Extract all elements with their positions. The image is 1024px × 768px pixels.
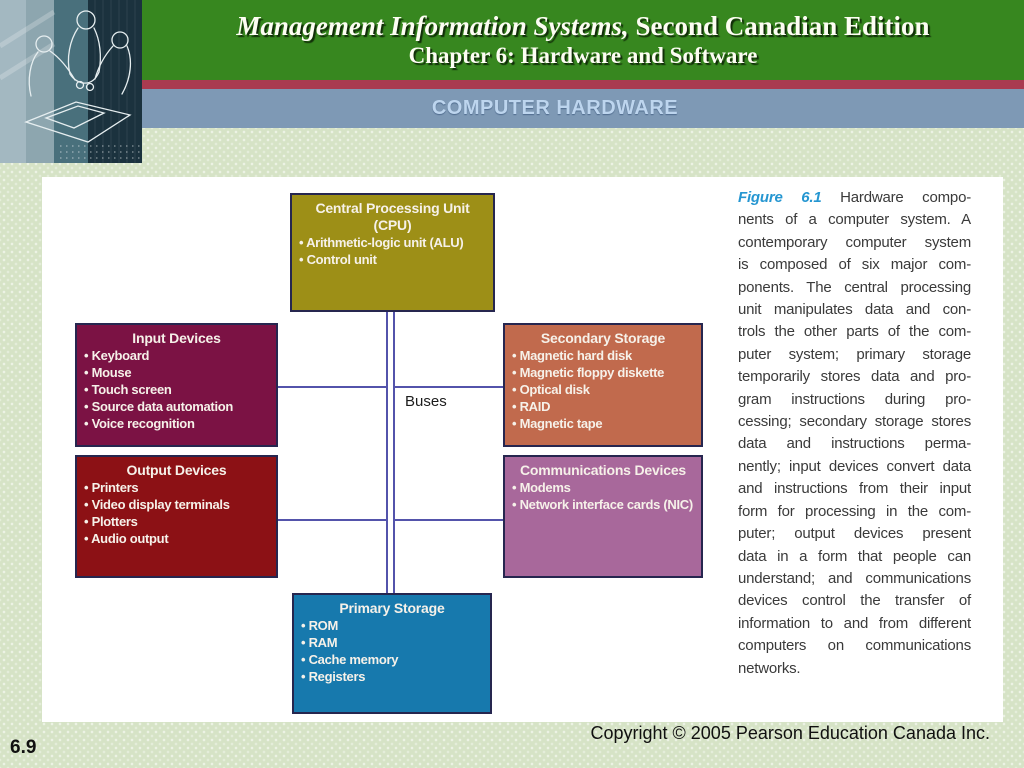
output-devices-box-items (84, 479, 269, 547)
communications-devices-box (503, 455, 703, 578)
output-devices-box (75, 455, 278, 578)
caption-line: contemporary computer system (738, 233, 971, 251)
buses-label: Buses (405, 393, 447, 410)
primary-item: • Cache memory (301, 651, 483, 668)
primary-item: • RAM (301, 634, 483, 651)
bus-line-secondary (394, 386, 503, 388)
primary-item: • ROM (301, 617, 483, 634)
output-item: • Audio output (84, 530, 269, 547)
caption-line: nents of a computer system. A (738, 211, 971, 229)
caption-line: temporarily stores data and pro- (738, 368, 971, 386)
caption-line: information to and from different (738, 614, 971, 632)
secondary-storage-box (503, 323, 703, 447)
secondary-item: • RAID (512, 398, 694, 415)
output-item: • Plotters (84, 513, 269, 530)
output-item: • Video display terminals (84, 496, 269, 513)
secondary-item: • Magnetic hard disk (512, 347, 694, 364)
primary-item: • Registers (301, 668, 483, 685)
caption-line: puter system; primary storage (738, 345, 971, 363)
secondary-item: • Magnetic tape (512, 415, 694, 432)
course-title-rest: Second Canadian Edition (628, 11, 930, 41)
caption-body (738, 209, 971, 680)
slide-number: 6.9 (10, 737, 37, 758)
content-panel (42, 177, 1003, 722)
bus-line-vertical-right (393, 312, 395, 593)
communications-devices-box-items (512, 479, 694, 513)
cpu-item: • Arithmetic-logic unit (ALU) (299, 234, 486, 251)
caption-line: networks. (738, 659, 801, 677)
primary-storage-box-items (301, 617, 483, 685)
cpu-box (290, 193, 495, 312)
caption-line: trols the other parts of the com- (738, 323, 971, 341)
input-devices-box-items (84, 347, 269, 432)
caption-line: devices control the transfer of (738, 592, 971, 610)
caption-line: and instructions from their input (738, 480, 971, 498)
cpu-box-items (299, 234, 486, 268)
input-item: • Touch screen (84, 381, 269, 398)
caption-line: computers on communications (738, 637, 971, 655)
caption-line: is composed of six major com- (738, 256, 971, 274)
course-title-italic: Management Information Systems, (236, 11, 629, 41)
secondary-item: • Optical disk (512, 381, 694, 398)
bus-line-input (278, 386, 387, 388)
output-devices-box-title: Output Devices (126, 462, 227, 478)
bus-line-output (278, 519, 387, 521)
cpu-box-title: Central Processing Unit (CPU) (315, 200, 470, 233)
output-item: • Printers (84, 479, 269, 496)
input-item: • Source data automation (84, 398, 269, 415)
caption-first-line (738, 187, 971, 209)
secondary-storage-box-title: Secondary Storage (540, 330, 666, 346)
cpu-item: • Control unit (299, 251, 486, 268)
corner-photo (0, 0, 142, 163)
copyright-text: Copyright © 2005 Pearson Education Canada Inc. (590, 723, 990, 743)
caption-line: cessing; secondary storage stores (738, 413, 971, 431)
chapter-title: Chapter 6: Hardware and Software (408, 43, 758, 68)
input-devices-box (75, 323, 278, 447)
bus-line-comms (394, 519, 503, 521)
figure-caption (738, 187, 971, 680)
caption-line: unit manipulates data and con- (738, 301, 971, 319)
caption-line: data and instructions perma- (738, 435, 971, 453)
caption-line: form for processing in the com- (738, 502, 971, 520)
caption-line: nently; input devices convert data (738, 457, 971, 475)
caption-line: gram instructions during pro- (738, 390, 971, 408)
caption-line: puter; output devices present (738, 525, 971, 543)
people-sketch-drawing-icon (0, 0, 142, 163)
comms-item: • Network interface cards (NIC) (512, 496, 694, 513)
secondary-item: • Magnetic floppy diskette (512, 364, 694, 381)
input-item: • Voice recognition (84, 415, 269, 432)
input-devices-box-title: Input Devices (132, 330, 221, 346)
section-title: COMPUTER HARDWARE (431, 97, 679, 119)
caption-line: data in a form that people can (738, 547, 971, 565)
red-divider-bar (0, 80, 1024, 89)
secondary-storage-box-items (512, 347, 694, 432)
section-band (0, 89, 1024, 128)
caption-line: understand; and communications (738, 569, 971, 587)
communications-devices-box-title: Communications Devices (520, 462, 686, 478)
header-bar (0, 0, 1024, 80)
figure-number: Figure 6.1 (738, 189, 822, 206)
input-item: • Mouse (84, 364, 269, 381)
caption-first-rest: Hardware compo- (840, 189, 972, 206)
course-title (0, 11, 1024, 42)
bus-line-vertical-left (386, 312, 388, 593)
primary-storage-box-title: Primary Storage (339, 600, 445, 616)
primary-storage-box (292, 593, 492, 714)
caption-line: ponents. The central processing (738, 278, 971, 296)
input-item: • Keyboard (84, 347, 269, 364)
comms-item: • Modems (512, 479, 694, 496)
